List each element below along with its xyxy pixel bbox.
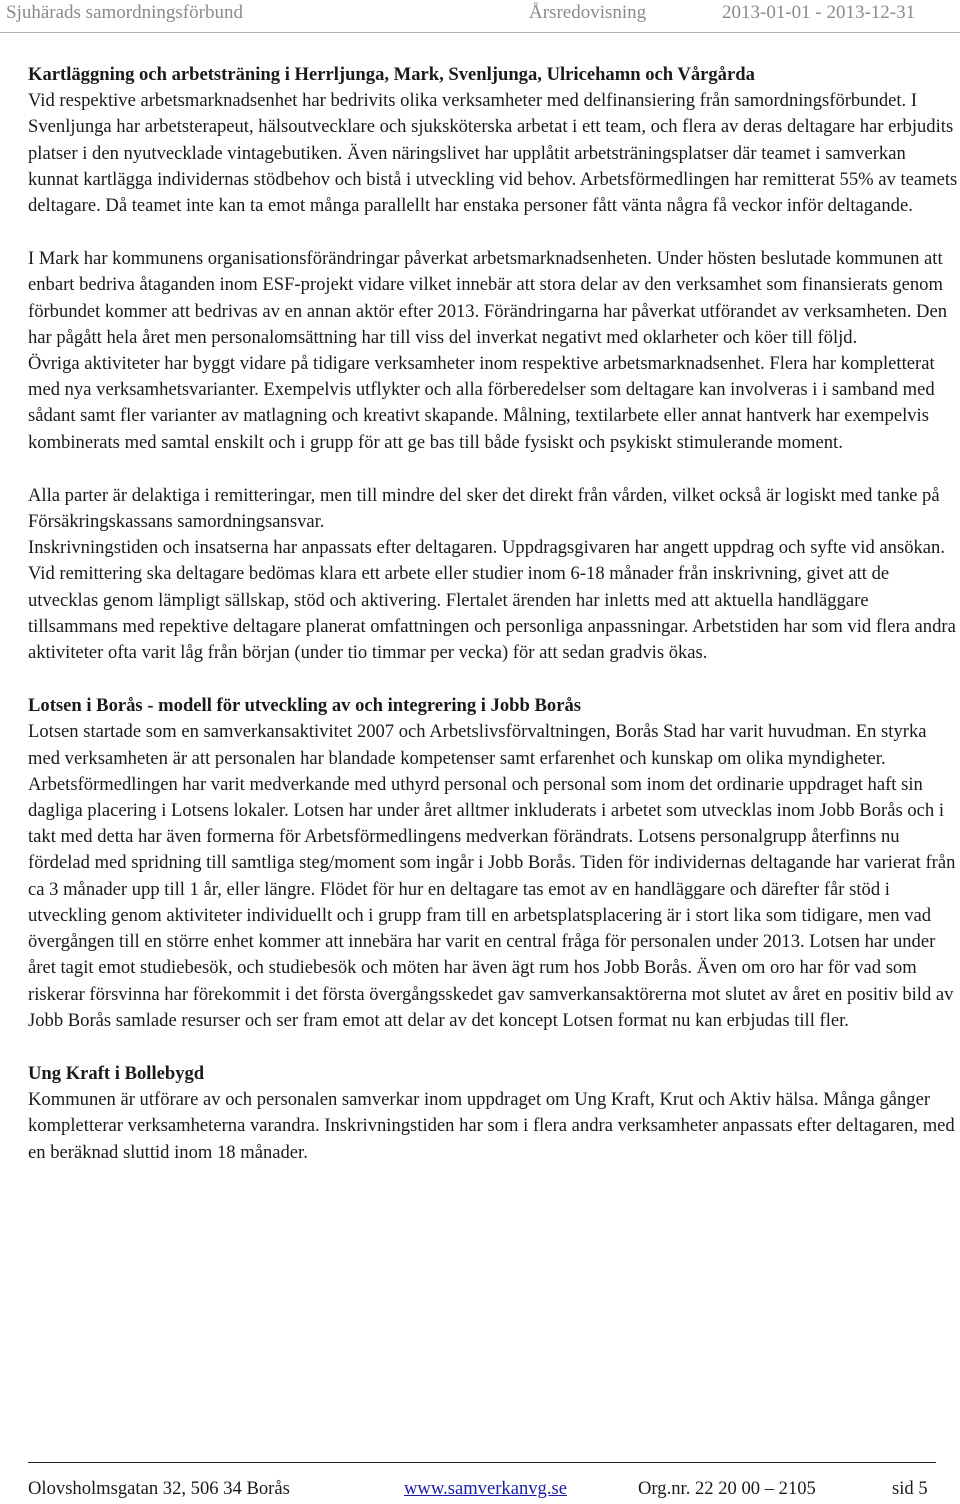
paragraph: Inskrivningstiden och insatserna har anpassats efter deltagaren. Uppdragsgivaren har angett uppdrag och syfte vid ansökan. Vid remittering ska deltagare bedömas klara ett arbete eller studier inom 6-18 månader från inskrivning, givet att de utvecklas genom lämpligt sällskap, stöd och aktivering. Flertalet ärenden har inletts med att aktuella handläggare tillsammans med repektive deltagare planerat omfattningen och personliga anpassningar. Arbetstiden har som vid flera andra aktiviteter ofta varit låg från början (under tio timmar per vecka) för att sedan gradvis ökas.	[28, 537, 956, 664]
footer-divider	[28, 1462, 936, 1463]
paragraph: Vid respektive arbetsmarknadsenhet har bedrivits olika verksamheter med delfinansiering från samordningsförbundet. I Svenljunga har arbetsterapeut, hälsoutvecklare och sjuksköterska arbetat i ett team, och flera av deras deltagare har erbjudits platser i den nyutvecklade vintagebutiken. Även näringslivet har upplåtit arbetsträningsplatser där teamet i samverkan kunnat kartlägga individernas stödbehov och bistå i utveckling vid behov. Arbetsförmedlingen har remitterat 55% av teamets deltagare. Då teamet inte kan ta emot många parallellt har enstaka personer fått vänta några få veckor inför deltagande.	[28, 90, 958, 217]
header-divider	[0, 32, 960, 33]
page-header	[0, 0, 960, 30]
header-period: 2013-01-01 - 2013-12-31	[722, 2, 916, 23]
footer-org-number: Org.nr. 22 20 00 – 2105	[638, 1478, 816, 1499]
section-heading: Lotsen i Borås - modell för utveckling av och integrering i Jobb Borås	[28, 695, 581, 717]
page-footer	[28, 1474, 958, 1502]
header-organization: Sjuhärads samordningsförbund	[6, 2, 243, 23]
paragraph: Övriga aktiviteter har byggt vidare på tidigare verksamheter inom respektive arbetsmarknadsenhet. Flera har kompletterat med nya verksamhetsvarianter. Exempelvis utflykter och alla förberedelser som deltagare kan involveras i i samband med sådant samt fler varianter av matlagning och kreativt skapande. Målning, textilarbete eller annat hantverk har exempelvis kombinerats med samtal enskilt och i grupp för att ge bas till både fysiskt och psykiskt stimulerande moment.	[28, 353, 935, 453]
footer-page-number: sid 5	[892, 1478, 928, 1499]
footer-address: Olovsholmsgatan 32, 506 34 Borås	[28, 1478, 290, 1499]
header-document-title: Årsredovisning	[529, 2, 647, 23]
paragraph: Lotsen startade som en samverkansaktivitet 2007 och Arbetslivsförvaltningen, Borås Stad har varit huvudman. En styrka med verksamheten är att personalen har blandade kompetenser samt erfarenhet och kunskap om olika myndigheter. Arbetsförmedlingen har varit medverkande med uthyrd personal och personal som inom det ordinarie uppdraget haft sin dagliga placering i Lotsens lokaler. Lotsen har under året alltmer inkluderats i arbetet som utvecklas inom Jobb Borås och i takt med detta har även formerna för Arbetsförmedlingens medverkan förändrats. Lotsens personalgrupp återfinns nu fördelad med spridning till samtliga steg/moment som ingår i Jobb Borås. Tiden för individernas deltagande har varierat från ca 3 månader upp till 1 år, eller längre. Flödet för hur en deltagare tas emot av en handläggare och därefter får stöd i utveckling genom aktiviteter individuellt och i grupp fram till en arbetsplatsplacering är i stort lika som tidigare, men vad övergången till en större enhet kommer att innebära har varit en central fråga för personalen under 2013. Lotsen har under året tagit emot studiebesök, och studiebesök och möten har även ägt rum hos Jobb Borås. Även om oro har för vad som riskerar försvinna har förekommit i det första övergångsskedet gav samverkansaktörerna mot slutet av året en positiv bild av Jobb Borås samlade resurser och ser fram emot att delar av det koncept Lotsen format nu kan erbjudas till fler.	[28, 721, 956, 1031]
paragraph: I Mark har kommunens organisationsförändringar påverkat arbetsmarknadsenheten. Under hösten beslutade kommunen att enbart bedriva åtaganden inom ESF-projekt vidare vilket innebär att stora delar av den verksamhet som finansierats genom förbundet kommer att bedrivas av en annan aktör efter 2013. Förändringarna har påverkat utförandet av verksamheten. Den har pågått hela året men personalomsättning har till viss del inverkat negativt med oklarheter och köer till följd.	[28, 248, 948, 348]
footer-website-link[interactable]: www.samverkanvg.se	[404, 1478, 567, 1499]
section-heading: Kartläggning och arbetsträning i Herrljunga, Mark, Svenljunga, Ulricehamn och Vårgårda	[28, 64, 755, 85]
paragraph: Alla parter är delaktiga i remitteringar, men till mindre del sker det direkt från vården, vilket också är logiskt med tanke på Försäkringskassans samordningsansvar.	[28, 484, 940, 533]
document-body	[28, 62, 958, 1166]
section-heading: Ung Kraft i Bollebygd	[28, 1062, 205, 1084]
paragraph: Kommunen är utförare av och personalen samverkar inom uppdraget om Ung Kraft, Krut och Aktiv hälsa. Många gånger kompletterar verksamheterna varandra. Inskrivningstiden har som i flera andra verksamheter anpassats efter deltagaren, med en beräknad sluttid inom 18 månader.	[28, 1089, 955, 1163]
